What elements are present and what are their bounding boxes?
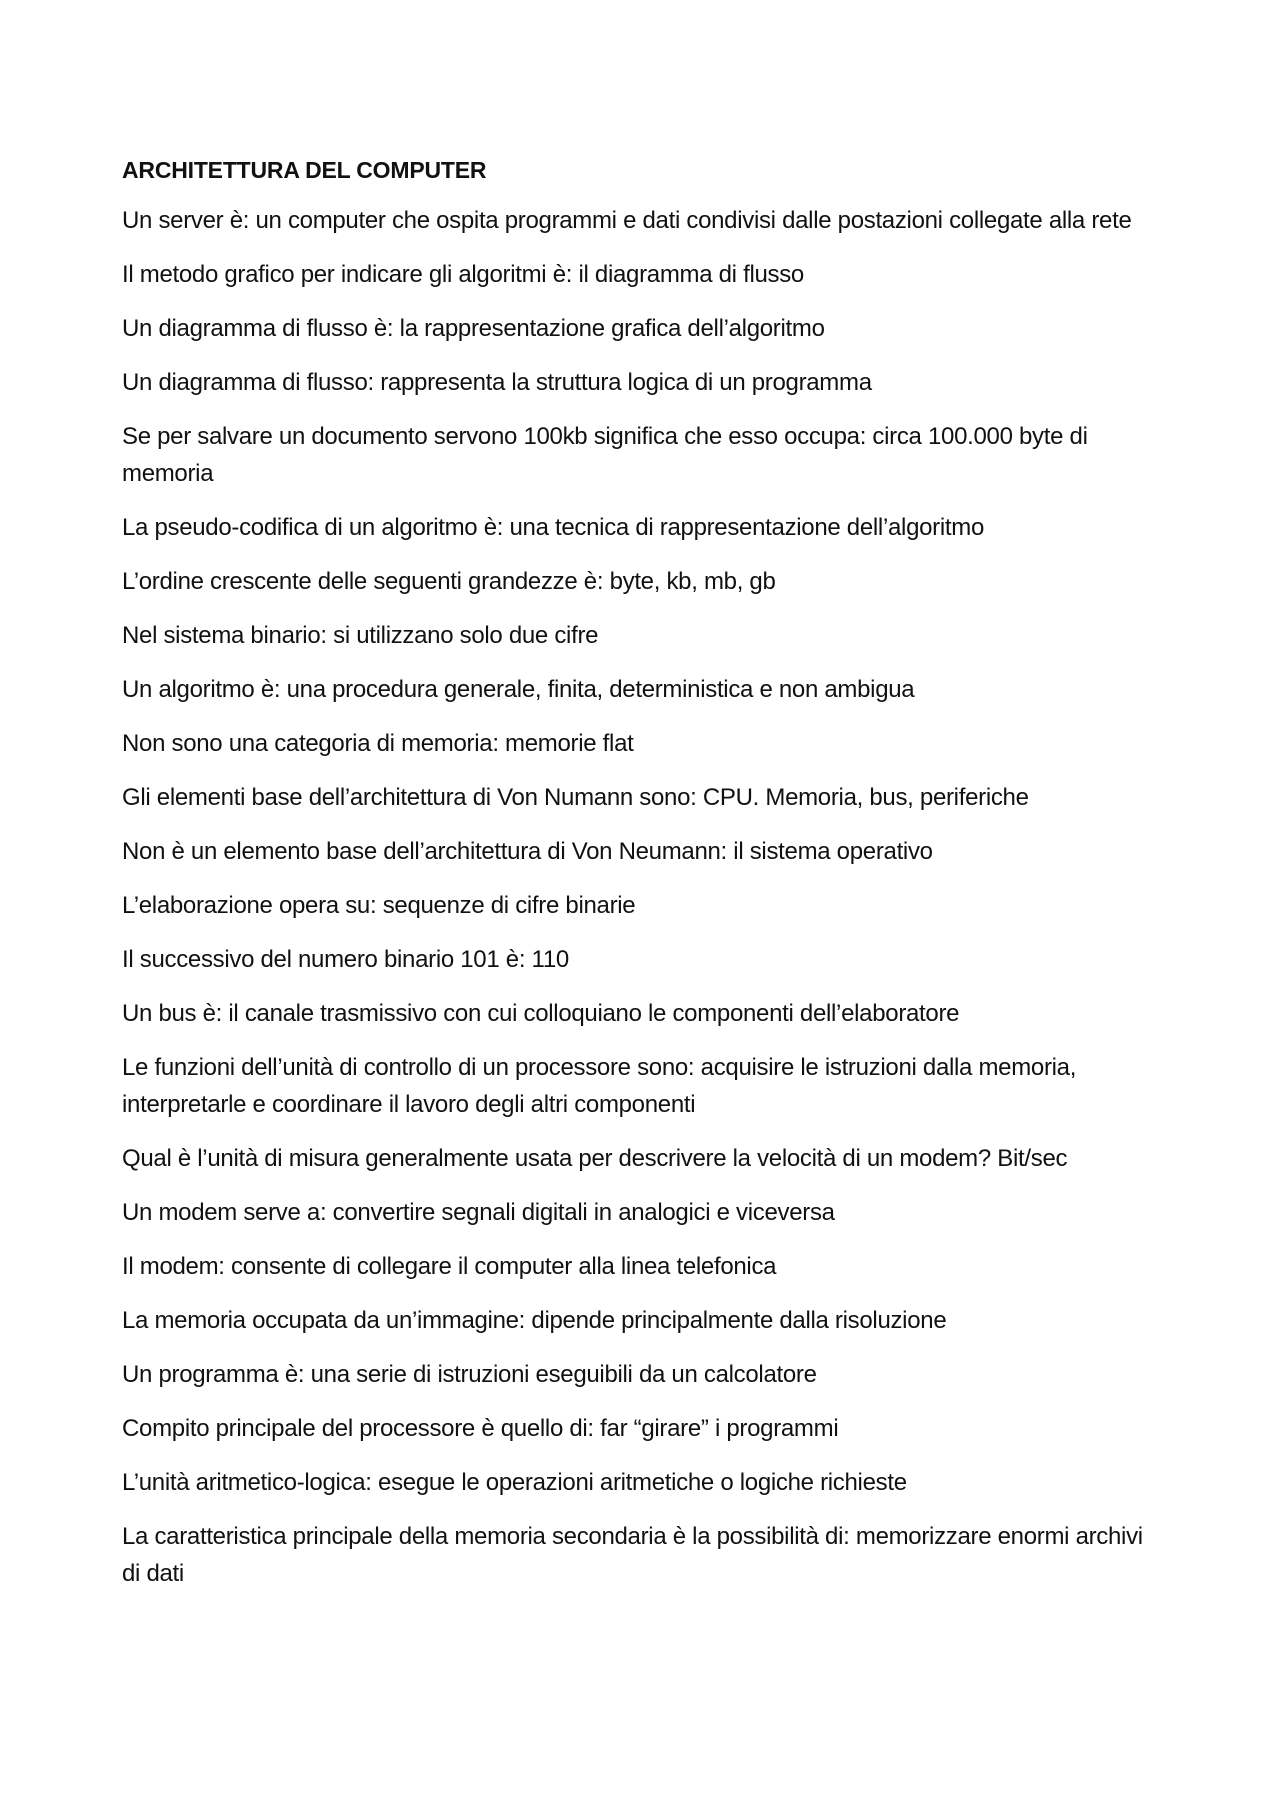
paragraph: Il metodo grafico per indicare gli algoritmi è: il diagramma di flusso xyxy=(122,261,804,288)
paragraph: Le funzioni dell’unità di controllo di un processore sono: acquisire le istruzioni dalla memoria, interpretarle e coordinare il lavoro degli altri componenti xyxy=(122,1054,1077,1118)
paragraph: Un modem serve a: convertire segnali digitali in analogici e viceversa xyxy=(122,1199,835,1226)
paragraph-list xyxy=(122,202,1162,1592)
paragraph: La pseudo-codifica di un algoritmo è: una tecnica di rappresentazione dell’algoritmo xyxy=(122,514,985,541)
paragraph: Un programma è: una serie di istruzioni eseguibili da un calcolatore xyxy=(122,1361,817,1388)
paragraph: Se per salvare un documento servono 100kb significa che esso occupa: circa 100.000 byte di memoria xyxy=(122,423,1088,487)
paragraph: Qual è l’unità di misura generalmente usata per descrivere la velocità di un modem? Bit/sec xyxy=(122,1145,1068,1172)
document-title: ARCHITETTURA DEL COMPUTER xyxy=(122,157,487,183)
paragraph: Un bus è: il canale trasmissivo con cui colloquiano le componenti dell’elaboratore xyxy=(122,1000,960,1027)
paragraph: La caratteristica principale della memoria secondaria è la possibilità di: memorizzare enormi archivi di dati xyxy=(122,1523,1143,1587)
paragraph: L’elaborazione opera su: sequenze di cifre binarie xyxy=(122,892,636,919)
document-page xyxy=(122,152,1162,1609)
paragraph: Il successivo del numero binario 101 è: 110 xyxy=(122,946,569,973)
paragraph: L’unità aritmetico-logica: esegue le operazioni aritmetiche o logiche richieste xyxy=(122,1469,907,1496)
paragraph: Un server è: un computer che ospita programmi e dati condivisi dalle postazioni collegate alla rete xyxy=(122,207,1132,234)
paragraph: Un algoritmo è: una procedura generale, finita, deterministica e non ambigua xyxy=(122,676,915,703)
paragraph: Compito principale del processore è quello di: far “girare” i programmi xyxy=(122,1415,839,1442)
paragraph: La memoria occupata da un’immagine: dipende principalmente dalla risoluzione xyxy=(122,1307,947,1334)
paragraph: Il modem: consente di collegare il computer alla linea telefonica xyxy=(122,1253,777,1280)
paragraph: Un diagramma di flusso: rappresenta la struttura logica di un programma xyxy=(122,369,872,396)
paragraph: L’ordine crescente delle seguenti grandezze è: byte, kb, mb, gb xyxy=(122,568,776,595)
paragraph: Nel sistema binario: si utilizzano solo due cifre xyxy=(122,622,599,649)
paragraph: Non sono una categoria di memoria: memorie flat xyxy=(122,730,634,757)
paragraph: Non è un elemento base dell’architettura di Von Neumann: il sistema operativo xyxy=(122,838,933,865)
paragraph: Un diagramma di flusso è: la rappresentazione grafica dell’algoritmo xyxy=(122,315,825,342)
paragraph: Gli elementi base dell’architettura di Von Numann sono: CPU. Memoria, bus, periferiche xyxy=(122,784,1029,811)
